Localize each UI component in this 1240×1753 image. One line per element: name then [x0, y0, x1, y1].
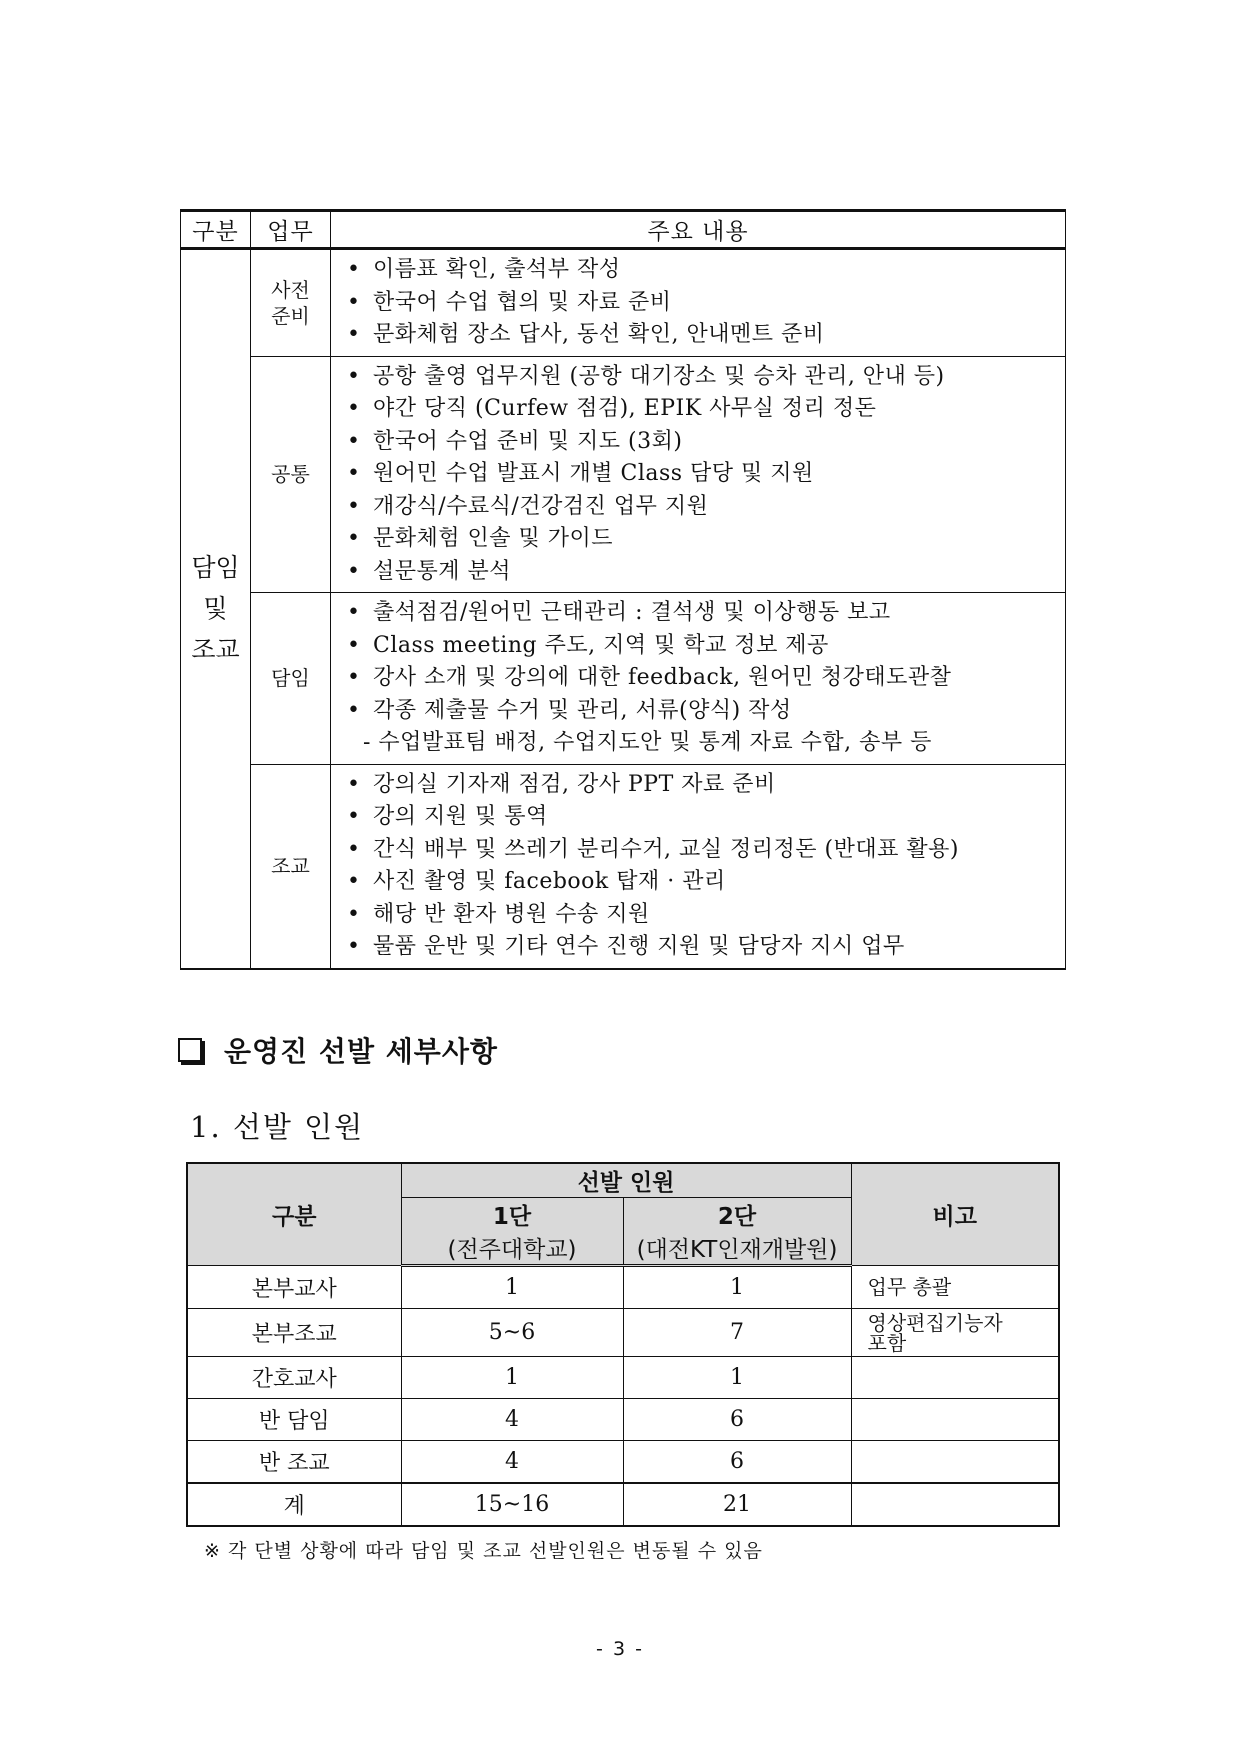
task-name-line: 준비	[271, 303, 310, 328]
subsection-title: 1. 선발 인원	[190, 1110, 365, 1144]
list-item: • 강의 지원 및 통역	[343, 801, 1055, 834]
duty-category-cell	[181, 249, 251, 969]
row-note	[851, 1357, 1059, 1399]
table-row	[187, 1399, 1059, 1441]
col1-title: 1단	[492, 1204, 532, 1230]
list-item: • 출석점검/원어민 근태관리 : 결석생 및 이상행동 보고	[343, 597, 1055, 630]
list-item: • 문화체험 장소 답사, 동선 확인, 안내멘트 준비	[343, 319, 1055, 352]
duty-header-category: 구분	[181, 211, 251, 249]
duty-table-header	[181, 211, 1066, 249]
row-value-col2: 1	[623, 1266, 851, 1309]
list-item: • 문화체험 인솔 및 가이드	[343, 523, 1055, 556]
task-items-assistant	[331, 764, 1066, 969]
task-name-common	[251, 356, 331, 593]
header-col2	[623, 1198, 851, 1266]
personnel-table	[186, 1162, 1060, 1527]
col2-title: 2단	[717, 1204, 757, 1230]
row-note	[851, 1441, 1059, 1484]
col1-org: (전주대학교)	[447, 1237, 577, 1263]
task-items-prep	[331, 249, 1066, 357]
total-col2: 21	[623, 1483, 851, 1526]
note-line: 영상편집기능자	[867, 1310, 1003, 1335]
col2-org: (대전KT인재개발원)	[636, 1237, 838, 1263]
row-label: 간호교사	[187, 1357, 401, 1399]
row-note	[851, 1399, 1059, 1441]
task-name-homeroom	[251, 593, 331, 765]
list-item: • Class meeting 주도, 지역 및 학교 정보 제공	[343, 630, 1055, 663]
list-item: • 각종 제출물 수거 및 관리, 서류(양식) 작성	[343, 695, 1055, 728]
header-col1	[401, 1198, 623, 1266]
table-row	[187, 1357, 1059, 1399]
table-row	[187, 1266, 1059, 1309]
task-name-prep	[251, 249, 331, 357]
row-note	[851, 1309, 1059, 1357]
list-item: • 강의실 기자재 점검, 강사 PPT 자료 준비	[343, 769, 1055, 802]
row-value-col1: 4	[401, 1441, 623, 1484]
list-item: • 강사 소개 및 강의에 대한 feedback, 원어민 청강태도관찰	[343, 662, 1055, 695]
table-row	[187, 1309, 1059, 1357]
total-label: 계	[187, 1483, 401, 1526]
row-value-col2: 6	[623, 1441, 851, 1484]
category-line: 조교	[191, 635, 240, 665]
list-item: • 개강식/수료식/건강검진 업무 지원	[343, 491, 1055, 524]
list-item: • 공항 출영 업무지원 (공항 대기장소 및 승차 관리, 안내 등)	[343, 361, 1055, 394]
note-line: 포함	[867, 1330, 907, 1355]
table-row-total	[187, 1483, 1059, 1526]
page-number: - 3 -	[596, 1638, 644, 1660]
list-item: • 한국어 수업 협의 및 자료 준비	[343, 287, 1055, 320]
duty-row-homeroom	[181, 593, 1066, 765]
total-col1: 15~16	[401, 1483, 623, 1526]
duty-header-task: 업무	[251, 211, 331, 249]
row-value-col1: 5~6	[401, 1309, 623, 1357]
duty-row-common	[181, 356, 1066, 593]
row-label: 반 담임	[187, 1399, 401, 1441]
list-item: • 원어민 수업 발표시 개별 Class 담당 및 지원	[343, 458, 1055, 491]
task-name-line: 조교	[271, 854, 310, 878]
checkbox-square-icon	[178, 1038, 202, 1062]
list-item: • 사진 촬영 및 facebook 탑재 · 관리	[343, 866, 1055, 899]
row-label: 반 조교	[187, 1441, 401, 1484]
footnote: ※ 각 단별 상황에 따라 담임 및 조교 선발인원은 변동될 수 있음	[204, 1540, 763, 1562]
section-title: 운영진 선발 세부사항	[224, 1035, 498, 1068]
duty-row-prep	[181, 249, 1066, 357]
header-category: 구분	[187, 1163, 401, 1266]
row-value-col1: 1	[401, 1357, 623, 1399]
row-value-col2: 7	[623, 1309, 851, 1357]
list-item: • 해당 반 환자 병원 수송 지원	[343, 899, 1055, 932]
header-group: 선발 인원	[401, 1163, 851, 1198]
list-item: • 간식 배부 및 쓰레기 분리수거, 교실 정리정돈 (반대표 활용)	[343, 834, 1055, 867]
row-label: 본부교사	[187, 1266, 401, 1309]
task-name-line: 사전	[271, 277, 310, 302]
list-subitem: - 수업발표팀 배정, 수업지도안 및 통계 자료 수합, 송부 등	[363, 730, 932, 755]
row-note	[851, 1266, 1059, 1309]
category-line: 담임	[191, 553, 240, 583]
row-value-col2: 6	[623, 1399, 851, 1441]
header-note: 비고	[851, 1163, 1059, 1266]
row-label: 본부조교	[187, 1309, 401, 1357]
task-name-assistant	[251, 764, 331, 969]
task-name-line: 담임	[271, 666, 310, 691]
category-line: 및	[203, 594, 228, 624]
list-item: • 이름표 확인, 출석부 작성	[343, 254, 1055, 287]
duty-row-assistant	[181, 764, 1066, 969]
note-line: 업무 총괄	[867, 1275, 952, 1299]
list-item: • 설문통계 분석	[343, 556, 1055, 589]
row-value-col1: 4	[401, 1399, 623, 1441]
task-items-homeroom	[331, 593, 1066, 765]
list-item: • 야간 당직 (Curfew 점검), EPIK 사무실 정리 정돈	[343, 393, 1055, 426]
list-item: • 한국어 수업 준비 및 지도 (3회)	[343, 426, 1055, 459]
personnel-header-row	[187, 1163, 1059, 1198]
row-value-col1: 1	[401, 1266, 623, 1309]
section-heading	[178, 1030, 498, 1070]
duty-header-content: 주요 내용	[331, 211, 1066, 249]
duty-table	[180, 209, 1066, 970]
task-name-line: 공통	[271, 462, 310, 487]
task-items-common	[331, 356, 1066, 593]
list-item: • 물품 운반 및 기타 연수 진행 지원 및 담당자 지시 업무	[343, 931, 1055, 964]
total-note	[851, 1483, 1059, 1526]
table-row	[187, 1441, 1059, 1484]
row-value-col2: 1	[623, 1357, 851, 1399]
